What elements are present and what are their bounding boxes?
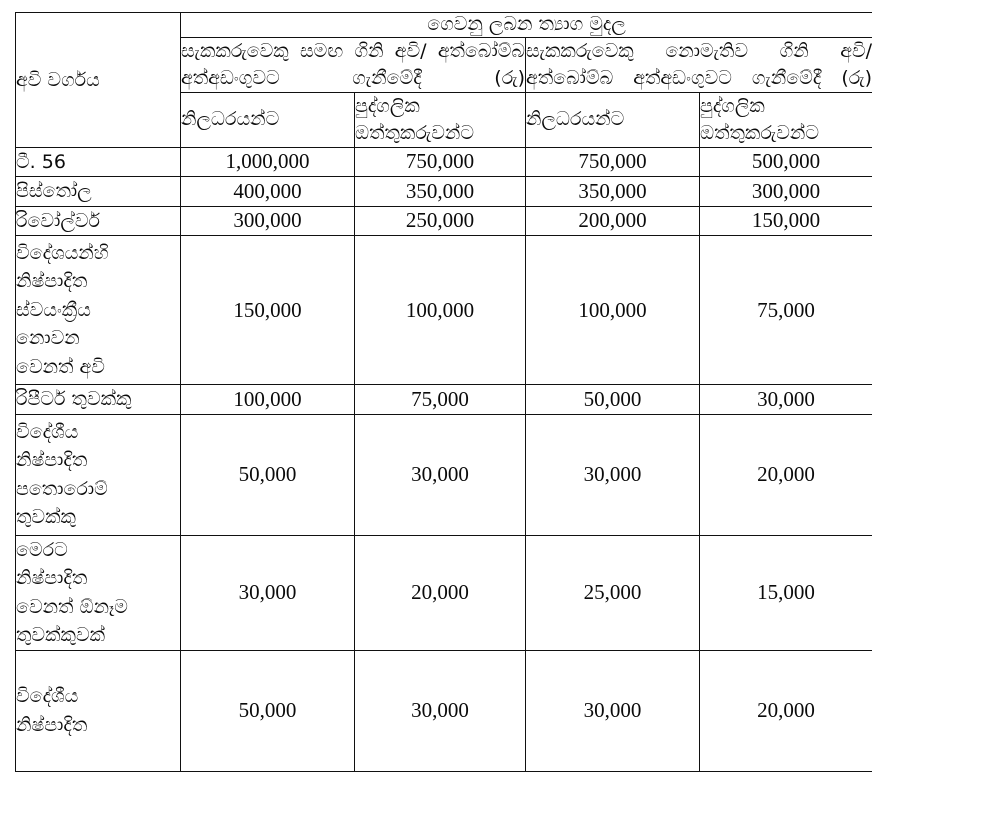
- sub-header-officers-2-line1: නිලධරයන්ට: [526, 108, 625, 131]
- weapon-type-line: මෙරට: [16, 538, 68, 561]
- weapon-type-line: නොවන: [16, 327, 80, 350]
- weapon-type-cell: [16, 414, 181, 535]
- table-row: [16, 414, 873, 535]
- reward-value-cell: 200,000: [526, 206, 700, 236]
- reward-value-cell: 75,000: [700, 236, 873, 385]
- grand-header-row: [16, 13, 873, 38]
- sub-header-officers-2: [526, 92, 700, 147]
- reward-value-cell: 30,000: [526, 650, 700, 771]
- weapon-type-line: ටී. 56: [16, 150, 66, 173]
- group-header-without-suspect-line2: අවි/අත්බෝම්බ අත්අඩංගුවට: [526, 39, 872, 89]
- grand-header-reward-amount: ගෙවනු ලබන ත්‍යාග මුදල: [181, 13, 873, 38]
- weapon-type-line: විදේශීය: [16, 420, 79, 443]
- reward-value-cell: 50,000: [526, 385, 700, 415]
- weapon-type-line: වෙනත් අවි: [16, 355, 105, 378]
- sub-header-private-informants-1-line1: පුද්ගලික: [355, 94, 420, 117]
- reward-value-cell: 20,000: [700, 414, 873, 535]
- table-row: [16, 177, 873, 207]
- reward-value-cell: 150,000: [181, 236, 355, 385]
- weapon-type-line: විදේශීය: [16, 685, 79, 708]
- reward-value-cell: 500,000: [700, 147, 873, 177]
- weapon-type-cell: [16, 650, 181, 771]
- reward-value-cell: 300,000: [700, 177, 873, 207]
- reward-amounts-table: [15, 12, 872, 772]
- group-header-without-suspect-line3: ගැනීමේදී (රු): [751, 66, 872, 89]
- table-row: [16, 650, 873, 771]
- table-clip-region: [15, 12, 872, 827]
- weapon-type-cell: [16, 206, 181, 236]
- weapon-type-line: නිෂ්පාදිත: [16, 270, 88, 293]
- table-row: [16, 206, 873, 236]
- weapon-type-line: නිෂ්පාදිත: [16, 713, 88, 736]
- reward-value-cell: 25,000: [526, 535, 700, 650]
- reward-value-cell: 30,000: [526, 414, 700, 535]
- sub-header-private-informants-1-line2: ඔත්තුකරුවන්ට: [355, 121, 474, 144]
- weapon-type-line: රිවෝල්වර්: [16, 209, 100, 232]
- reward-value-cell: 30,000: [181, 535, 355, 650]
- table-body: [16, 147, 873, 771]
- reward-value-cell: 15,000: [700, 535, 873, 650]
- sub-header-private-informants-2-line1: පුද්ගලික: [700, 94, 765, 117]
- reward-value-cell: 750,000: [355, 147, 526, 177]
- reward-value-cell: 100,000: [526, 236, 700, 385]
- reward-value-cell: 20,000: [700, 650, 873, 771]
- table-row: [16, 147, 873, 177]
- weapon-type-cell: [16, 236, 181, 385]
- group-header-with-suspect-line1: සැකකරුවෙකු සමඟ ගිනි අවි/: [181, 39, 427, 62]
- weapon-type-line: නිෂ්පාදිත: [16, 567, 88, 590]
- reward-value-cell: 30,000: [355, 650, 526, 771]
- weapon-type-line: පතොරොම්: [16, 477, 108, 500]
- weapon-type-line: ස්වයංක්‍රීය: [16, 298, 91, 321]
- sub-header-private-informants-1: [355, 92, 526, 147]
- reward-value-cell: 50,000: [181, 414, 355, 535]
- group-header-without-suspect-line1: සැකකරුවෙකු නොමැතිව ගිනි: [526, 39, 809, 62]
- weapon-type-line: නිෂ්පාදිත: [16, 449, 88, 472]
- group-header-with-suspect-line3: ගැනීමේදී (රු): [352, 66, 525, 89]
- weapon-type-cell: [16, 385, 181, 415]
- weapon-type-line: රිපීටර් තුවක්කු: [16, 388, 132, 411]
- reward-value-cell: 30,000: [700, 385, 873, 415]
- weapon-type-cell: [16, 177, 181, 207]
- reward-value-cell: 300,000: [181, 206, 355, 236]
- reward-value-cell: 30,000: [355, 414, 526, 535]
- reward-value-cell: 100,000: [181, 385, 355, 415]
- reward-value-cell: 50,000: [181, 650, 355, 771]
- weapon-type-line: තුවක්කුවක්: [16, 624, 106, 647]
- table-head: [16, 13, 873, 148]
- reward-value-cell: 100,000: [355, 236, 526, 385]
- group-header-without-suspect: [526, 37, 873, 92]
- sub-header-private-informants-2: [700, 92, 873, 147]
- reward-value-cell: 20,000: [355, 535, 526, 650]
- sub-header-officers-1-line1: නිලධරයන්ට: [181, 108, 280, 131]
- weapon-type-line: තුවක්කු: [16, 506, 76, 529]
- reward-value-cell: 750,000: [526, 147, 700, 177]
- reward-value-cell: 350,000: [355, 177, 526, 207]
- group-header-with-suspect: [181, 37, 526, 92]
- reward-value-cell: 150,000: [700, 206, 873, 236]
- group-header-with-suspect-line2: අත්බෝම්බ අත්අඩංගුවට: [181, 39, 525, 89]
- reward-value-cell: 75,000: [355, 385, 526, 415]
- reward-value-cell: 1,000,000: [181, 147, 355, 177]
- sub-header-officers-1: [181, 92, 355, 147]
- weapon-type-line: පිස්තෝල: [16, 180, 92, 203]
- weapon-type-line: වෙනත් ඕනෑම: [16, 595, 128, 618]
- weapon-type-cell: [16, 147, 181, 177]
- sub-header-private-informants-2-line2: ඔත්තුකරුවන්ට: [700, 121, 819, 144]
- table-row: [16, 385, 873, 415]
- column-header-weapon-type: අවි වර්ගය: [16, 13, 181, 148]
- weapon-type-line: විදේශයන්හි: [16, 241, 109, 264]
- weapon-type-cell: [16, 535, 181, 650]
- reward-value-cell: 350,000: [526, 177, 700, 207]
- reward-value-cell: 250,000: [355, 206, 526, 236]
- table-row: [16, 535, 873, 650]
- table-row: [16, 236, 873, 385]
- reward-value-cell: 400,000: [181, 177, 355, 207]
